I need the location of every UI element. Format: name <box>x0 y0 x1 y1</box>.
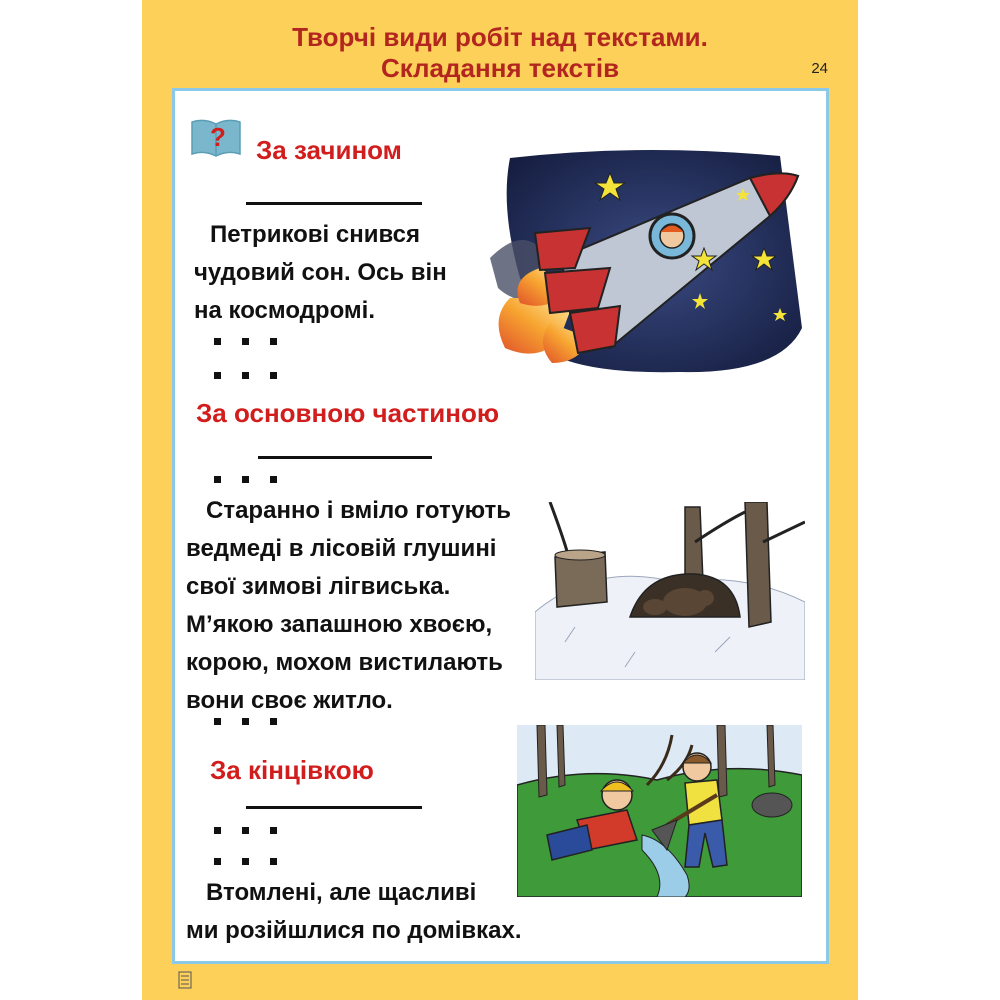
ellipsis-dots <box>214 338 284 350</box>
bear-den-illustration <box>535 502 805 680</box>
heading-ending: За кінцівкою <box>210 755 374 785</box>
children-planting-illustration <box>517 725 802 897</box>
heading-middle: За основною частиною <box>196 398 500 428</box>
text-line: ведмеді в лісовій глушині <box>186 535 497 562</box>
title-line-2: Складання текстів <box>380 53 620 83</box>
text-line: вони своє житло. <box>186 687 393 714</box>
blank-line <box>246 806 422 809</box>
svg-text:?: ? <box>210 122 226 152</box>
ellipsis-dots <box>214 476 284 488</box>
publisher-footer <box>142 968 858 994</box>
ellipsis-dots <box>214 858 284 870</box>
text-line: ми розійшлися по домівках. <box>186 917 522 944</box>
text-line: Втомлені, але щасливі <box>206 879 477 906</box>
text-line: на космодромі. <box>194 297 376 324</box>
blank-line <box>246 202 422 205</box>
text-line: Петрикові снився <box>210 221 420 248</box>
ellipsis-dots <box>214 372 284 384</box>
question-book-icon <box>190 116 242 158</box>
ellipsis-dots <box>214 718 284 730</box>
text-line: чудовий сон. Ось він <box>194 259 447 286</box>
text-line: Старанно і вміло готують <box>206 497 512 524</box>
text-line: корою, мохом вистилають <box>186 649 503 676</box>
publisher-logo-icon <box>177 970 193 990</box>
title-line-1: Творчі види робіт над текстами. <box>292 22 708 52</box>
page-title <box>142 22 858 84</box>
page-number: 24 <box>811 60 828 77</box>
heading-beginning: За зачином <box>256 135 402 165</box>
text-line: свої зимові лігвиська. <box>186 573 451 600</box>
rocket-illustration <box>480 148 805 378</box>
text-line: М’якою запашною хвоєю, <box>186 611 493 638</box>
ellipsis-dots <box>214 827 284 839</box>
blank-line <box>258 456 432 459</box>
poster <box>142 0 858 1000</box>
